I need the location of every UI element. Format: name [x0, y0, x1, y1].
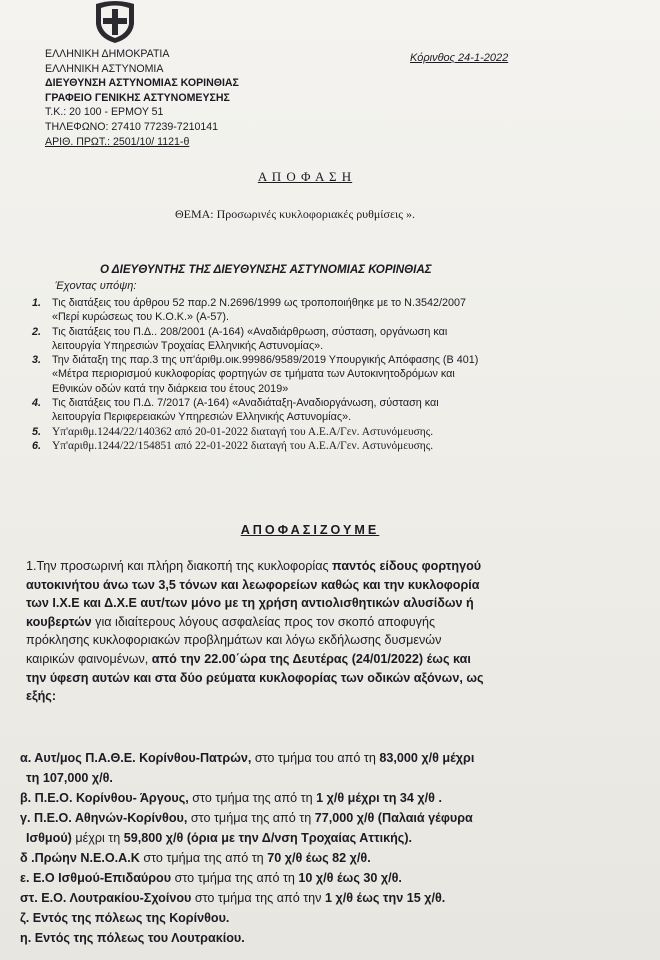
road-section-line — [20, 788, 630, 808]
document-subject: ΘΕΜΑ: Προσωρινές κυκλοφοριακές ρυθμίσεις ». — [174, 207, 416, 221]
bold-text: κουβερτών — [26, 614, 92, 629]
road-section-b: 1 χ/θ — [324, 891, 354, 905]
road-section-line — [20, 768, 630, 788]
road-section-pre: β. Π.Ε.Ο. Κορίνθου- Άργους, — [20, 791, 193, 805]
road-section-b: 107,000 χ/θ — [42, 771, 110, 785]
normal-text: για ιδιαίτερους λόγους ασφαλείας προς τον σκοπό αποφυγής — [91, 614, 436, 629]
road-section-b: 83,000 χ/θ — [379, 751, 439, 765]
road-section-mid: στο τμήμα της από τη — [190, 811, 315, 825]
consideration-text — [52, 425, 602, 439]
road-section-line — [20, 908, 630, 928]
road-section-pre: τη — [26, 771, 43, 785]
road-section-line — [20, 808, 630, 828]
header-line: ΓΡΑΦΕΙΟ ΓΕΝΙΚΗΣ ΑΣΤΥΝΟΜΕΥΣΗΣ — [45, 91, 230, 104]
header-line: ΤΗΛΕΦΩΝΟ: 27410 77239-7210141 — [45, 120, 219, 133]
road-section-pre: Ισθμού) — [26, 831, 76, 845]
consideration-item — [32, 425, 602, 439]
consideration-line: Υπ'αριθμ.1244/22/140362 από 20-01-2022 διαταγή του Α.Ε.Α/Γεν. Αστυνόμευσης. — [52, 425, 434, 438]
consideration-text — [52, 439, 602, 453]
consideration-number: 1. — [32, 297, 42, 309]
road-section-line — [20, 928, 630, 948]
road-section-line — [20, 848, 630, 868]
road-section-pre: α. Αυτ/μος Π.Α.Θ.Ε. Κορίνθου-Πατρών, — [20, 751, 255, 765]
paragraph-line — [26, 687, 626, 706]
road-section-line — [20, 828, 630, 848]
consideration-line: λειτουργία Περιφερειακών Υπηρεσιών Ελληνικής Αστυνομίας». — [52, 411, 352, 424]
consideration-line: Υπ'αριθμ.1244/22/154851 από 22-01-2022 διαταγή του Α.Ε.Α/Γεν. Αστυνόμευσης. — [52, 439, 434, 452]
road-section-mid: στο τμήμα της από τη — [192, 791, 317, 805]
bold-text: των Ι.Χ.Ε και Δ.Χ.Ε αυτ/των μόνο με τη χρήση αντιολισθητικών αλυσίδων ή — [26, 596, 474, 611]
protocol-number: ΑΡΙΘ. ΠΡΩΤ.: 2501/10/ 1121-θ — [45, 135, 190, 148]
road-sections-list — [20, 748, 630, 948]
consideration-line: Τις διατάξεις του Π.Δ. 7/2017 (Α-164) «Αναδιάταξη-Αναδιοργάνωση, σύσταση και — [52, 397, 439, 410]
document-date: Κόρινθος 24-1-2022 — [410, 52, 509, 64]
bold-text: παντός είδους φορτηγού — [332, 559, 482, 573]
consideration-line: «Μέτρα περιορισμού κυκλοφορίας φορτηγών σε τμήματα των Αυτοκινητοδρόμων και — [52, 368, 455, 381]
road-section-line — [20, 888, 630, 908]
normal-text: καιρικών φαινομένων, — [26, 651, 152, 666]
road-section-mid: στο τμήμα της από τη — [174, 871, 299, 885]
road-section-post: . — [109, 771, 113, 785]
road-section-b: 77,000 χ/θ — [314, 811, 375, 825]
paragraph-line — [26, 594, 626, 613]
road-section-post: έως 30 χ/θ. — [333, 871, 402, 885]
road-section-post: μέχρι τη 34 χ/θ . — [344, 791, 442, 805]
road-section-pre: ε. Ε.Ο Ισθμού-Επιδαύρου — [20, 871, 175, 885]
road-section-line — [20, 868, 630, 888]
bold-text: από την 22.00΄ώρα της Δευτέρας (24/01/2022) έως και — [151, 651, 471, 666]
road-section-post: μέχρι — [438, 751, 475, 765]
considering-label: Έχοντας υπόψη: — [55, 280, 137, 292]
header-line: ΕΛΛΗΝΙΚΗ ΔΗΜΟΚΡΑΤΙΑ — [45, 48, 170, 60]
consideration-text — [52, 396, 602, 425]
consideration-number: 3. — [32, 354, 42, 367]
consideration-item — [32, 296, 602, 325]
consideration-text — [52, 296, 602, 325]
paragraph-line — [26, 576, 626, 595]
consideration-text — [52, 325, 602, 354]
road-section-pre: γ. Π.Ε.Ο. Αθηνών-Κορίνθου, — [20, 811, 191, 825]
consideration-number: 6. — [32, 439, 42, 452]
consideration-item — [32, 325, 602, 354]
road-section-b: 59,800 χ/θ — [123, 831, 184, 845]
road-section-b: 70 χ/θ — [267, 851, 303, 865]
consideration-number: 2. — [32, 325, 42, 338]
consideration-line: Την διάταξη της παρ.3 της υπ'άριθμ.οικ.99986/9589/2019 Υπουργικής Απόφασης (Β 401) — [52, 354, 479, 367]
consideration-line: «Περί κυρώσεως του Κ.Ο.Κ.» (Α-57). — [52, 311, 229, 324]
road-section-post: έως την 15 χ/θ. — [353, 891, 446, 905]
road-section-mid: μέχρι τη — [75, 831, 124, 845]
greek-coat-of-arms-icon — [92, 0, 138, 44]
document-title: Α Π Ο Φ Α Σ Η — [257, 169, 353, 184]
decision-heading: ΑΠΟΦΑΣΙΖΟΥΜΕ — [240, 523, 380, 537]
paragraph-line — [26, 669, 626, 688]
header-line: ΔΙΕΥΘΥΝΣΗ ΑΣΤΥΝΟΜΙΑΣ ΚΟΡΙΝΘΙΑΣ — [45, 77, 239, 90]
paragraph-line — [26, 557, 626, 576]
header-line: Τ.Κ.: 20 100 - ΕΡΜΟΥ 51 — [45, 106, 164, 119]
normal-text: πρόκλησης κυκλοφοριακών προβλημάτων και λόγω εκδήλωσης δυσμενών — [26, 633, 442, 648]
road-section-b: 1 χ/θ — [316, 791, 345, 805]
considerations-list — [32, 296, 602, 453]
road-section-b: 10 χ/θ — [298, 871, 334, 885]
road-section-mid: στο τμήμα του από τη — [254, 751, 380, 765]
consideration-item — [32, 353, 602, 396]
road-section-post: (όρια με την Δ/νση Τροχαίας Αττικής). — [183, 831, 413, 845]
bold-text: αυτοκινήτου άνω των 3,5 τόνων και λεωφορείων καθώς και την κυκλοφορία — [26, 577, 480, 592]
bold-text: εξής: — [26, 689, 57, 704]
road-section-pre: δ .Πρώην Ν.Ε.Ο.Α.Κ — [20, 851, 144, 865]
consideration-line: λειτουργία Υπηρεσιών Τροχαίας Ελληνικής Αστυνομίας». — [52, 339, 324, 352]
consideration-line: Τις διατάξεις του Π.Δ.. 208/2001 (Α-164) «Αναδιάρθρωση, σύσταση, οργάνωση και — [52, 325, 448, 338]
road-section-pre: ζ. Εντός της πόλεως της Κορίνθου. — [20, 911, 230, 925]
consideration-number: 4. — [32, 397, 42, 410]
consideration-line: Εθνικών οδών κατά την διάρκεια του έτους 2019» — [52, 382, 289, 395]
road-section-pre: στ. Ε.Ο. Λουτρακίου-Σχοίνου — [20, 891, 195, 905]
consideration-item — [32, 439, 602, 453]
bold-text: την ύφεση αυτών και στα δύο ρεύματα κυκλοφορίας των οδικών αξόνων, ως — [26, 670, 484, 685]
road-section-post: (Παλαιά γέφυρα — [374, 811, 473, 825]
road-section-line — [20, 748, 630, 768]
road-section-mid: στο τμήμα της από την — [194, 891, 325, 905]
consideration-number: 5. — [32, 425, 42, 438]
paragraph-line — [26, 650, 626, 669]
road-section-post: έως 82 χ/θ. — [302, 851, 371, 865]
road-section-mid: στο τμήμα της από τη — [143, 851, 268, 865]
road-section-pre: η. Εντός της πόλεως του Λουτρακίου. — [20, 931, 245, 945]
director-heading: Ο ΔΙΕΥΘΥΝΤΗΣ ΤΗΣ ΔΙΕΥΘΥΝΣΗΣ ΑΣΤΥΝΟΜΙΑΣ ΚΟΡΙΝΘΙΑΣ — [100, 263, 432, 276]
header-line: ΕΛΛΗΝΙΚΗ ΑΣΤΥΝΟΜΙΑ — [45, 62, 164, 75]
decision-paragraph — [26, 557, 626, 706]
paragraph-line — [26, 613, 626, 632]
paragraph-line — [26, 631, 626, 650]
consideration-item — [32, 396, 602, 425]
issuer-header — [45, 47, 239, 149]
normal-text: 1.Την προσωρινή και πλήρη διακοπή της κυκλοφορίας — [26, 559, 333, 573]
consideration-line: Τις διατάξεις του άρθρου 52 παρ.2 Ν.2696/1999 ως τροποποιήθηκε με το Ν.3542/2007 — [52, 297, 466, 309]
consideration-text — [52, 353, 602, 396]
